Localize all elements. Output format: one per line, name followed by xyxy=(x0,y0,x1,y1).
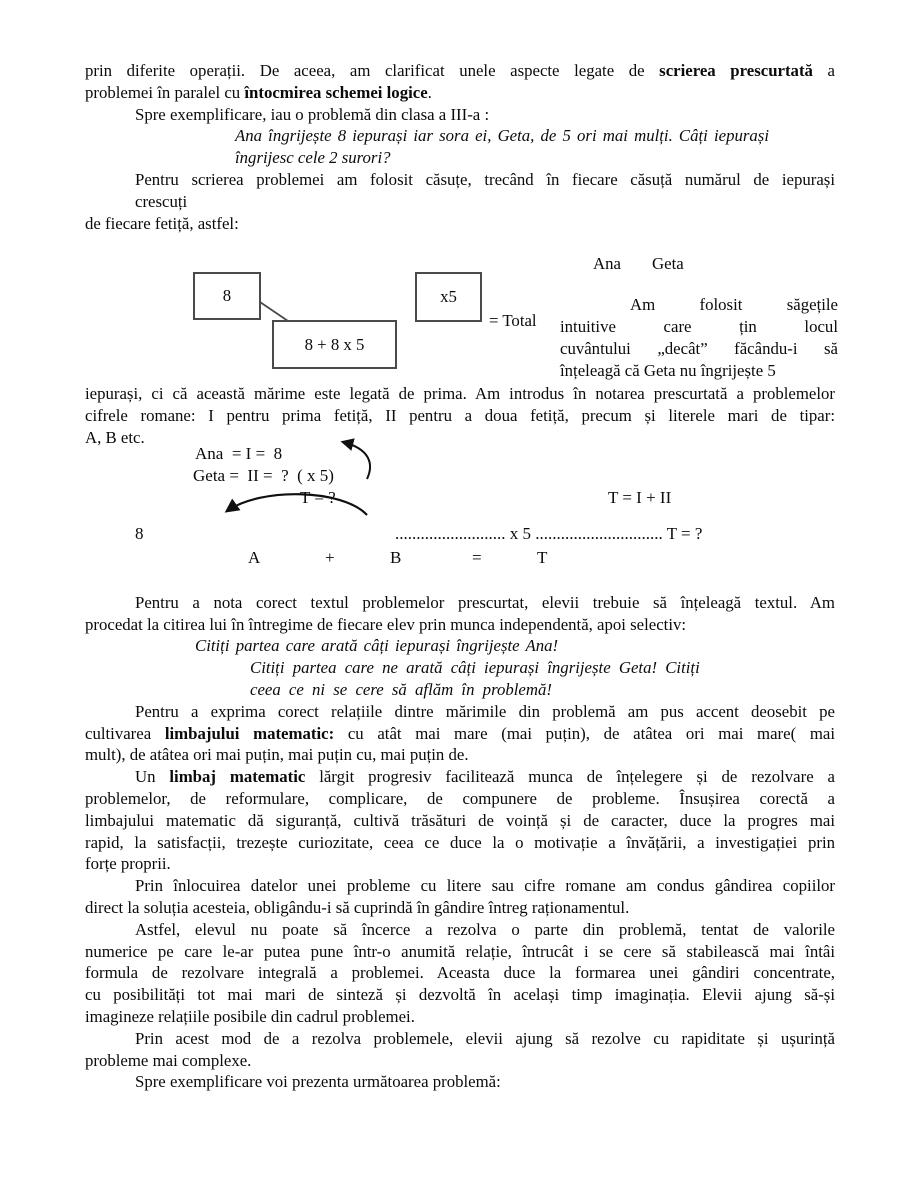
text-segment: a xyxy=(812,61,835,80)
formula-plus: + xyxy=(325,547,335,567)
side-note-line: intuitive care țin locul xyxy=(560,317,838,337)
paragraph-limbaj2-line: rapid, la satisfacții, trezește curiozitate, ceea ce duce la o motivație a învățării, a investigației prin xyxy=(85,832,835,852)
formula-dotted-row xyxy=(395,523,702,545)
citation-line: ceea ce ni se cere să aflăm în problemă! xyxy=(250,679,552,699)
paragraph-notare-line: iepurași, ci că această mărime este legată de prima. Am introdus în notarea prescurtată a problemelor xyxy=(85,384,835,404)
paragraph-astfel-line: formula de rezolvare integrală a problemei. Aceasta duce la formarea unei gândiri concentrate, xyxy=(85,963,835,983)
paragraph-final: Spre exemplificare voi prezenta următoarea problemă: xyxy=(135,1072,501,1092)
problem-statement xyxy=(235,125,769,169)
paragraph-astfel-line: Astfel, elevul nu poate să încerce a rezolva o parte din problemă, tentat de valorile xyxy=(135,919,835,939)
formula-geta: Geta = II = ? ( x 5) xyxy=(193,465,334,485)
side-note-line: înțeleagă că Geta nu îngrijește 5 xyxy=(560,360,776,380)
side-note xyxy=(560,294,838,381)
boxes-diagram xyxy=(85,250,838,383)
label-ana: Ana xyxy=(593,254,621,274)
formula-eight: 8 xyxy=(135,523,144,543)
paragraph-limbaj2-line: limbajului matematic dă siguranță, cultivă trăsături de voință și de caracter, duce la progres mai xyxy=(85,810,835,830)
formula-a: A xyxy=(248,547,261,567)
citation-line: Citiți partea care arată câți iepurași îngrijește Ana! xyxy=(195,636,559,656)
paragraph-exemplificare: Spre exemplificare, iau o problemă din clasa a III-a : xyxy=(135,104,490,124)
bold-intocmirea-schemei: întocmirea schemei logice xyxy=(244,82,428,102)
problem-statement-line: Ana îngrijește 8 iepurași iar sora ei, Geta, de 5 ori mai mulți. Câți iepurași xyxy=(235,126,769,146)
text-segment: problemei în paralel cu xyxy=(85,82,245,102)
paragraph-astfel-line: imagineze relațiile posibile din cadrul problemei. xyxy=(85,1006,415,1026)
text-segment: cu atât mai mare (mai puțin), de atâtea ori mai mare( mai xyxy=(334,723,835,743)
formula-b: B xyxy=(390,547,402,567)
paragraph-mod-line: Prin acest mod de a rezolva problemele, elevii ajung să rezolve cu rapiditate și ușurință xyxy=(135,1028,835,1048)
paragraph-citire-line: Pentru a nota corect textul problemelor prescurtat, elevii trebuie să înțeleagă textul. Am xyxy=(135,592,835,612)
t-equals-question: T = ? xyxy=(662,523,703,543)
formula-block xyxy=(85,443,835,592)
paragraph-notare-line: cifrele romane: I pentru prima fetiță, II pentru a doua fetiță, precum și literele mari de tipar: xyxy=(85,406,835,426)
paragraph-astfel-line: cu posibilități tot mai mari de sinteză și dezvoltă în același timp imaginația. Elevii ajung să-și xyxy=(85,985,835,1005)
side-note-line: cuvântului „decât” făcându-i să xyxy=(560,338,838,358)
text-segment: . xyxy=(427,82,432,102)
citation-line: Citiți partea care ne arată câți iepurași îngrijește Geta! Citiți xyxy=(250,658,700,678)
paragraph-limbaj2-line xyxy=(85,766,835,788)
label-geta: Geta xyxy=(652,254,684,274)
paragraph-notare-line: A, B etc. xyxy=(85,427,145,447)
text-segment: lărgit progresiv facilitează munca de înțelegere și de rezolvare a xyxy=(305,767,835,787)
x5-term: x 5 xyxy=(505,523,536,543)
paragraph-limbaj-line xyxy=(85,723,835,745)
paragraph-intro-line xyxy=(85,82,835,104)
paragraph-limbaj2-line: problemelor, de reformulare, complicare, de compunere de probleme. Însușirea corectă a xyxy=(85,788,835,808)
side-note-line: Am folosit săgețile xyxy=(630,295,838,315)
formula-t: T xyxy=(537,547,548,567)
bold-scrierea-prescurtata: scrierea prescurtată xyxy=(659,61,813,80)
bold-limbajului-matematic: limbajului matematic: xyxy=(164,723,335,743)
paragraph-inlocuire-line: Prin înlocuirea datelor unei probleme cu litere sau cifre romane am condus gândirea copiilor xyxy=(135,876,835,896)
formula-t-question: T = ? xyxy=(300,487,336,507)
paragraph-citire-line: procedat la citirea lui în întregime de fiecare elev prin munca independentă, apoi selectiv: xyxy=(85,614,687,634)
paragraph-casute-line: crescuți xyxy=(135,191,188,211)
formula-t-sum: T = I + II xyxy=(608,487,672,507)
document-content xyxy=(85,60,838,1093)
text-segment: Un xyxy=(135,767,170,787)
bold-limbaj-matematic: limbaj matematic xyxy=(169,767,306,787)
paragraph-limbaj-line: mult), de atâtea ori mai puțin, mai puțin cu, mai puțin de. xyxy=(85,745,469,765)
paragraph-astfel-line: numerice pe care le-ar putea pune într-o anumită relație, întrucât i se cere să stabilească mai întâi xyxy=(85,941,835,961)
formula-equals: = xyxy=(472,547,482,567)
box-8: 8 xyxy=(193,272,261,320)
paragraph-limbaj-line: Pentru a exprima corect relațiile dintre mărimile din problemă am pus accent deosebit pe xyxy=(135,701,835,721)
dots: .......................... xyxy=(395,523,506,543)
paragraph-intro-line xyxy=(85,60,835,82)
text-segment: cultivarea xyxy=(85,723,165,743)
text-segment: prin diferite operații. De aceea, am clarificat unele aspecte legate de xyxy=(85,61,660,80)
box-x5: x5 xyxy=(415,272,482,322)
box-sum: 8 + 8 x 5 xyxy=(272,320,397,369)
paragraph-inlocuire-line: direct la soluția acesteia, obligându-i să cuprindă în gândire întreg raționamentul. xyxy=(85,897,630,917)
big-arc-arrow xyxy=(227,494,367,515)
paragraph-mod-line: probleme mai complexe. xyxy=(85,1050,252,1070)
paragraph-casute-line: Pentru scrierea problemei am folosit căsuțe, trecând în fiecare căsuță numărul de iepurași xyxy=(135,169,835,189)
formula-ana: Ana = I = 8 xyxy=(195,443,283,463)
paragraph-limbaj2-line: forțe proprii. xyxy=(85,854,171,874)
label-total: = Total xyxy=(489,311,537,331)
problem-statement-line: îngrijesc cele 2 surori? xyxy=(235,148,391,168)
paragraph-casute-line: de fiecare fetiță, astfel: xyxy=(85,213,239,233)
dots: .............................. xyxy=(535,523,663,543)
